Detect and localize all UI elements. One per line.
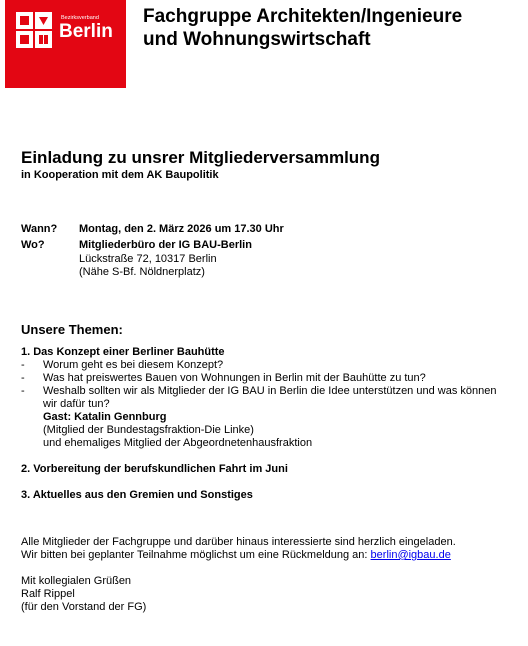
list-item xyxy=(21,385,511,411)
signature-greeting: Mit kollegialen Grüßen xyxy=(21,575,132,587)
signature-role: (für den Vorstand der FG) xyxy=(21,601,147,613)
guest-detail-2: und ehemaliges Mitglied der Abgeordnetenhausfraktion xyxy=(43,437,313,449)
logo-city: Berlin xyxy=(59,21,113,42)
dash-bullet-icon: - xyxy=(21,372,25,384)
themes-heading: Unsere Themen: xyxy=(21,322,123,337)
group-title xyxy=(143,5,528,51)
topic-3-title: 3. Aktuelles aus den Gremien und Sonstiges xyxy=(21,489,253,501)
igbau-logo xyxy=(5,0,126,88)
signature-name: Ralf Rippel xyxy=(21,588,75,600)
invitation-title: Einladung zu unsrer Mitgliederversammlung xyxy=(21,148,380,167)
address-line2: (Nähe S-Bf. Nöldnerplatz) xyxy=(79,266,205,278)
bullet-text: Was hat preiswertes Bauen von Wohnungen in Berlin mit der Bauhütte zu tun? xyxy=(43,372,426,384)
bullet-text: Weshalb sollten wir als Mitglieder der IG BAU in Berlin die Idee unterstützen und was können wir dafür tun? xyxy=(43,385,497,410)
igbau-logo-mark-icon xyxy=(16,12,56,68)
dash-bullet-icon: - xyxy=(21,385,25,397)
logo-subtext: Bezirksverband xyxy=(61,15,99,21)
bullet-text: Worum geht es bei diesem Konzept? xyxy=(43,359,224,371)
where-value: Mitgliederbüro der IG BAU-Berlin xyxy=(79,239,252,251)
email-link[interactable]: berlin@igbau.de xyxy=(370,549,451,561)
list-item xyxy=(21,359,511,372)
list-item xyxy=(21,372,511,385)
guest-name: Gast: Katalin Gennburg xyxy=(43,411,167,423)
topic-2-title: 2. Vorbereitung der berufskundlichen Fahrt im Juni xyxy=(21,463,288,475)
topic-1-title: 1. Das Konzept einer Berliner Bauhütte xyxy=(21,346,225,358)
group-title-line1: Fachgruppe Architekten/Ingenieure xyxy=(143,6,463,27)
closing-line2 xyxy=(21,549,456,562)
when-value: Montag, den 2. März 2026 um 17.30 Uhr xyxy=(79,223,284,235)
when-label: Wann? xyxy=(21,223,58,235)
closing-line2-text: Wir bitten bei geplanter Teilnahme möglichst um eine Rückmeldung an: xyxy=(21,549,371,561)
address-line1: Lückstraße 72, 10317 Berlin xyxy=(79,253,217,265)
signature xyxy=(21,575,146,614)
invitation-subtitle: in Kooperation mit dem AK Baupolitik xyxy=(21,169,219,181)
guest-detail-1: (Mitglied der Bundestagsfraktion-Die Linke) xyxy=(43,424,254,436)
where-label: Wo? xyxy=(21,239,45,251)
dash-bullet-icon: - xyxy=(21,359,25,371)
closing-line1: Alle Mitglieder der Fachgruppe und darüber hinaus interessierte sind herzlich eingeladen. xyxy=(21,536,456,548)
closing-text xyxy=(21,536,456,562)
themes-list xyxy=(21,346,511,502)
group-title-line2: und Wohnungswirtschaft xyxy=(143,29,371,50)
